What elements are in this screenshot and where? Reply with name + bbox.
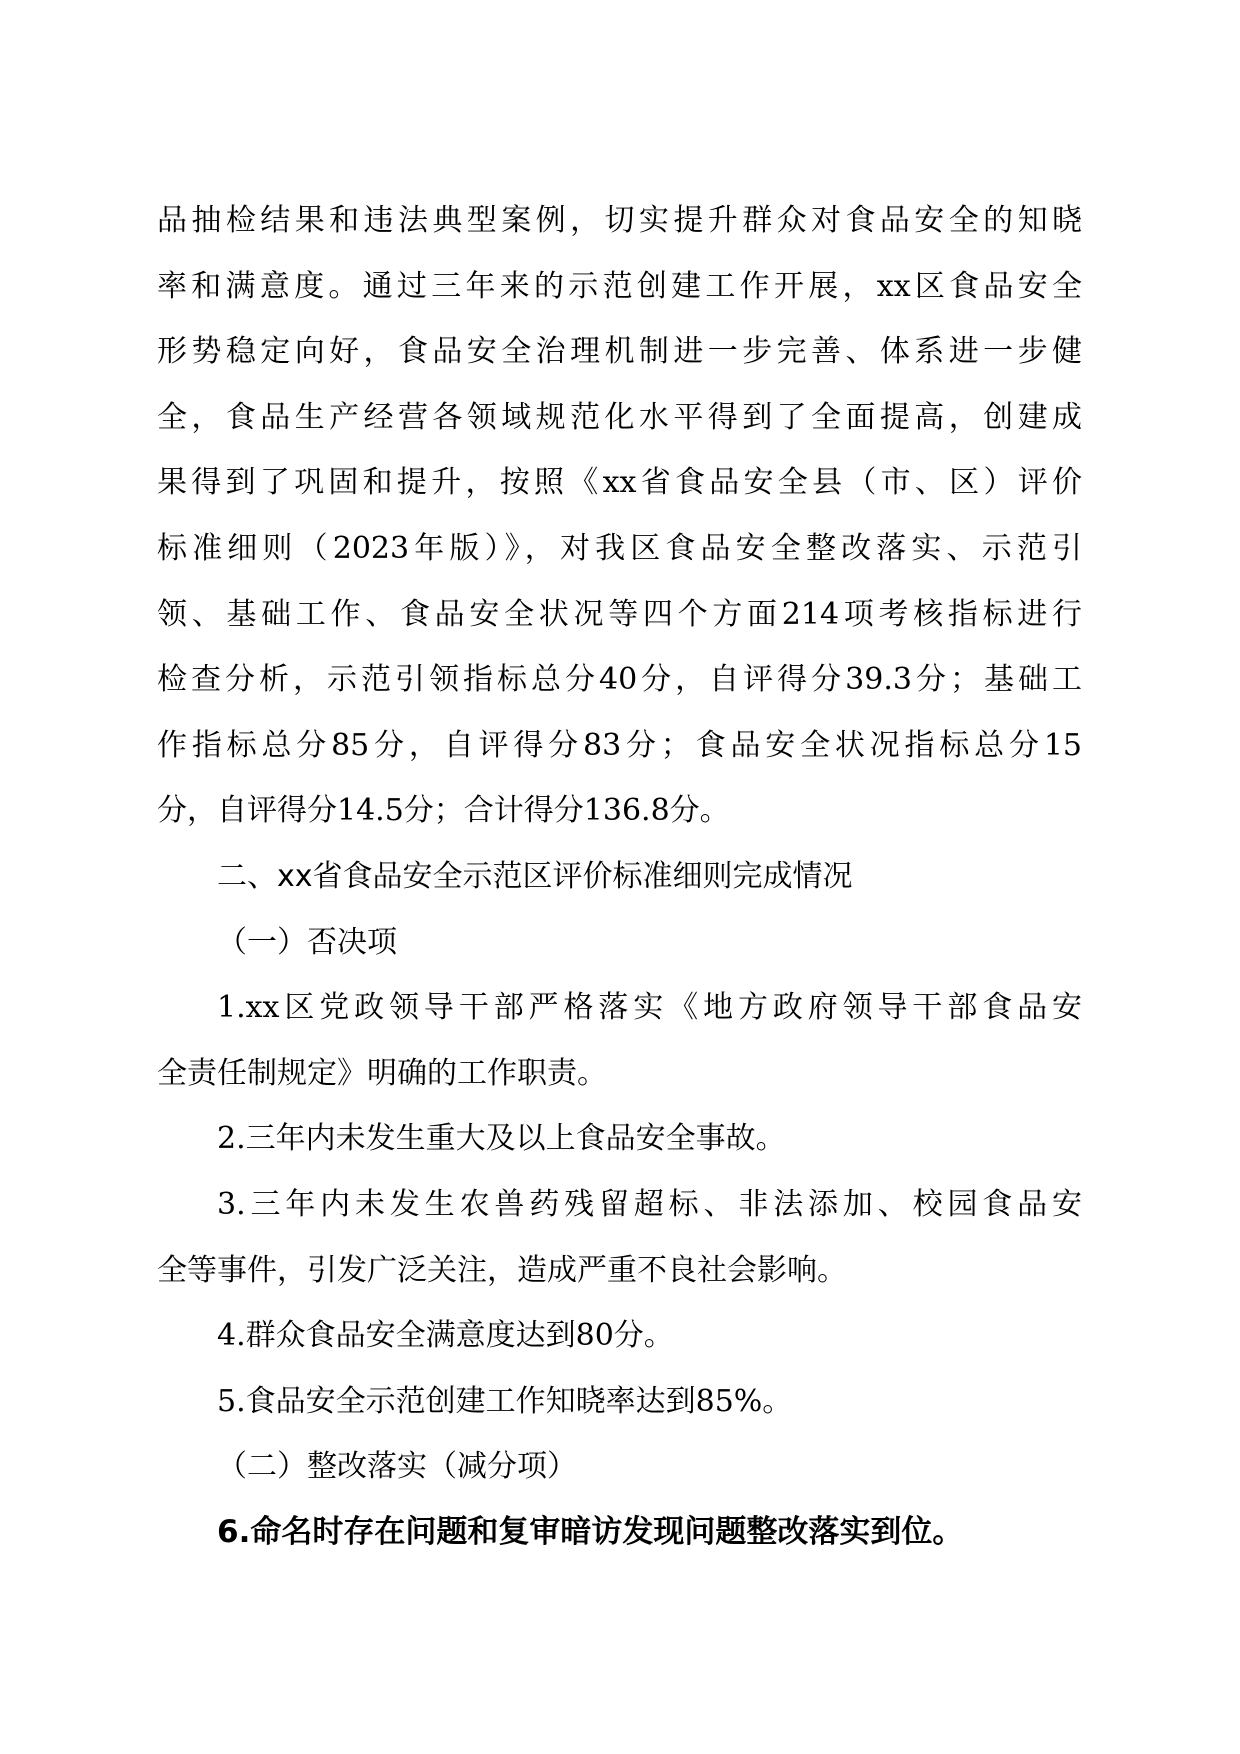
list-item-2: 2.三年内未发生重大及以上食品安全事故。 bbox=[217, 1121, 786, 1157]
list-item-5: 5.食品安全示范创建工作知晓率达到85%。 bbox=[217, 1383, 793, 1419]
subsection-heading-veto: （一）否决项 bbox=[217, 924, 397, 960]
paragraph-line: 检查分析，示范引领指标总分40分，自评得分39.3分；基础工 bbox=[157, 662, 1082, 698]
paragraph-line: 领、基础工作、食品安全状况等四个方面214项考核指标进行 bbox=[157, 596, 1082, 632]
list-item-line: 全责任制规定》明确的工作职责。 bbox=[157, 1055, 607, 1091]
list-item-line: 全等事件，引发广泛关注，造成严重不良社会影响。 bbox=[157, 1252, 847, 1288]
subsection-heading-rectification: （二）整改落实（减分项） bbox=[217, 1449, 577, 1485]
paragraph-line: 标准细则（2023年版）》，对我区食品安全整改落实、示范引 bbox=[157, 530, 1082, 566]
list-item-6: 6.命名时存在问题和复审暗访发现问题整改落实到位。 bbox=[217, 1513, 964, 1550]
paragraph-line: 率和满意度。通过三年来的示范创建工作开展，xx区食品安全 bbox=[157, 268, 1082, 304]
list-item-line: 3.三年内未发生农兽药残留超标、非法添加、校园食品安 bbox=[217, 1186, 1082, 1222]
list-item-3 bbox=[157, 1172, 1082, 1303]
document-body bbox=[157, 188, 1082, 1565]
list-item-1 bbox=[157, 975, 1082, 1106]
paragraph-line: 果得到了巩固和提升，按照《xx省食品安全县（市、区）评价 bbox=[157, 465, 1082, 501]
paragraph-line: 分，自评得分14.5分；合计得分136.8分。 bbox=[157, 793, 730, 829]
paragraph-line: 作指标总分85分，自评得分83分；食品安全状况指标总分15 bbox=[157, 727, 1082, 763]
paragraph-line: 形势稳定向好，食品安全治理机制进一步完善、体系进一步健 bbox=[157, 334, 1082, 370]
list-item-line: 1.xx区党政领导干部严格落实《地方政府领导干部食品安 bbox=[217, 990, 1082, 1026]
section-heading: 二、xx省食品安全示范区评价标准细则完成情况 bbox=[217, 858, 853, 894]
paragraph-line: 全，食品生产经营各领域规范化水平得到了全面提高，创建成 bbox=[157, 399, 1082, 435]
list-item-4: 4.群众食品安全满意度达到80分。 bbox=[217, 1318, 674, 1354]
paragraph-evaluation-summary bbox=[157, 188, 1082, 844]
paragraph-line: 品抽检结果和违法典型案例，切实提升群众对食品安全的知晓 bbox=[157, 203, 1082, 238]
